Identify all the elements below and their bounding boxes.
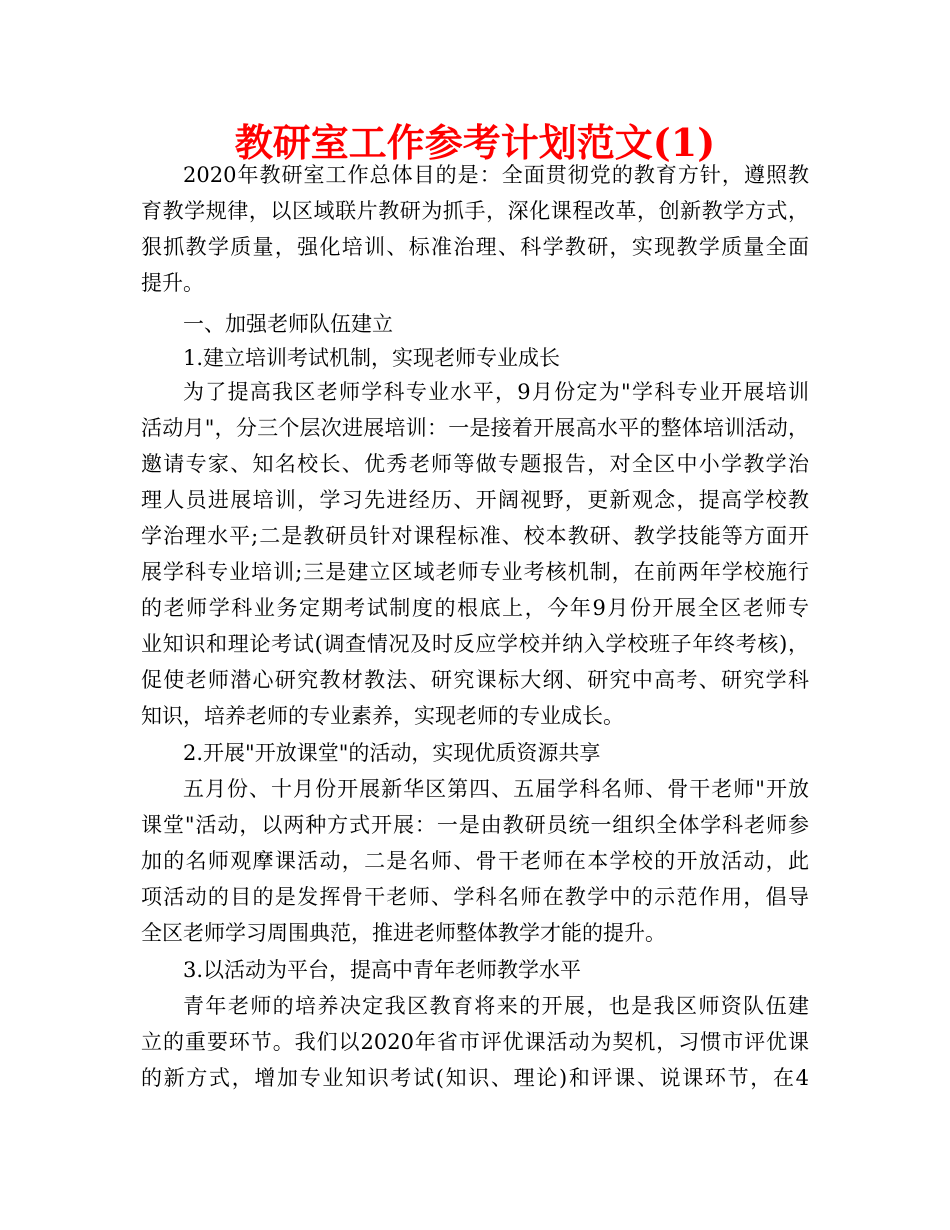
paragraph-line: 为了提高我区老师学科专业水平，9月份定为"学科专业开展培训 xyxy=(183,380,809,404)
paragraph-line: 邀请专家、知名校长、优秀老师等做专题报告，对全区中小学教学治 xyxy=(141,452,809,476)
subsection-heading: 2.开展"开放课堂"的活动，实现优质资源共享 xyxy=(183,741,601,765)
paragraph-line: 活动月"，分三个层次进展培训：一是接着开展高水平的整体培训活动， xyxy=(141,416,809,440)
paragraph-line: 育教学规律，以区域联片教研为抓手，深化课程改革，创新教学方式， xyxy=(141,199,809,223)
paragraph-line: 全区老师学习周围典范，推进老师整体教学才能的提升。 xyxy=(141,921,666,945)
subsection-heading: 3.以活动为平台，提高中青年老师教学水平 xyxy=(183,958,582,982)
paragraph-line: 立的重要环节。我们以2020年省市评优课活动为契机，习惯市评优课 xyxy=(141,1030,809,1054)
paragraph-line: 促使老师潜心研究教材教法、研究课标大纲、研究中高考、研究学科 xyxy=(141,668,809,692)
paragraph-line: 2020年教研室工作总体目的是：全面贯彻党的教育方针，遵照教 xyxy=(183,163,809,187)
paragraph-line: 青年老师的培养决定我区教育将来的开展，也是我区师资队伍建 xyxy=(183,994,809,1018)
paragraph-line: 学治理水平;二是教研员针对课程标准、校本教研、教学技能等方面开 xyxy=(141,524,809,548)
paragraph-line: 狠抓教学质量，强化培训、标准治理、科学教研，实现教学质量全面 xyxy=(141,235,809,259)
paragraph-line: 知识，培养老师的专业素养，实现老师的专业成长。 xyxy=(141,704,624,728)
section-heading: 一、加强老师队伍建立 xyxy=(183,312,393,336)
paragraph-line: 理人员进展培训，学习先进经历、开阔视野，更新观念，提高学校教 xyxy=(141,488,809,512)
paragraph-line: 课堂"活动，以两种方式开展：一是由教研员统一组织全体学科老师参 xyxy=(141,813,809,837)
paragraph-line: 提升。 xyxy=(141,271,204,295)
paragraph-line: 的新方式，增加专业知识考试(知识、理论)和评课、说课环节，在4 xyxy=(141,1066,809,1090)
paragraph-line: 的老师学科业务定期考试制度的根底上，今年9月份开展全区老师专 xyxy=(141,596,809,620)
subsection-heading: 1.建立培训考试机制，实现老师专业成长 xyxy=(183,346,561,370)
document-title: 教研室工作参考计划范文(1) xyxy=(234,120,716,165)
paragraph-line: 五月份、十月份开展新华区第四、五届学科名师、骨干老师"开放 xyxy=(183,777,809,801)
paragraph-line: 项活动的目的是发挥骨干老师、学科名师在教学中的示范作用，倡导 xyxy=(141,885,809,909)
paragraph-line: 业知识和理论考试(调查情况及时反应学校并纳入学校班子年终考核)， xyxy=(141,632,809,656)
paragraph-line: 展学科专业培训;三是建立区域老师专业考核机制，在前两年学校施行 xyxy=(141,560,809,584)
paragraph-line: 加的名师观摩课活动，二是名师、骨干老师在本学校的开放活动，此 xyxy=(141,849,809,873)
